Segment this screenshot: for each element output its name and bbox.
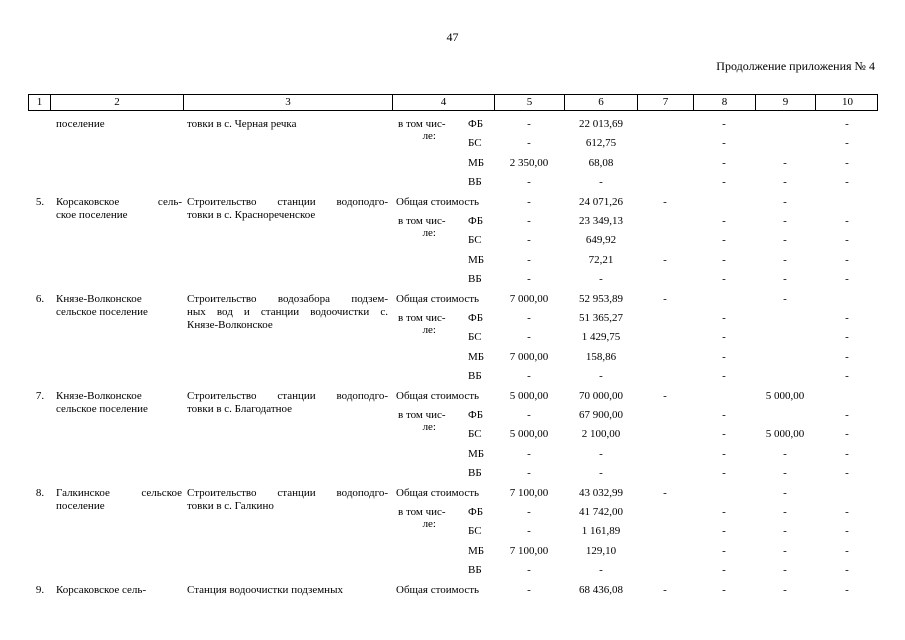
cell-c9: - [783,273,787,286]
funding-source: ФБ [468,506,484,518]
funding-source: ВБ [468,370,482,383]
funding-source: МБ [468,544,485,557]
cell-c9: - [783,253,787,266]
including-label: в том чис- [398,118,446,130]
cell-c10: - [845,350,849,363]
org-name: Князе-Волконское [56,292,142,305]
cell-c10: - [845,409,849,421]
funding-source: ФБ [468,409,484,421]
cell-c6: - [599,447,603,460]
funding-source: ВБ [468,176,482,189]
cell-c10: - [845,467,849,480]
cell-c5: - [527,215,531,227]
project-name: товки в с. Благодатное [187,402,293,415]
cell-c7: - [663,583,667,596]
funding-source: ФБ [468,312,484,324]
cell-c5: - [527,467,531,480]
cell-c8: - [722,370,726,383]
project-name: Строительство станции водоподго- [187,195,388,208]
project-name: Князе-Волконское [187,318,273,331]
cell-c5: - [527,331,531,344]
cell-c7: - [663,486,667,499]
cell-c8: - [722,234,726,247]
including-label: ле: [422,227,436,239]
header-col-7: 7 [638,95,694,110]
cell-c9: - [783,156,787,169]
cell-c9: - [783,447,787,460]
cell-c10: - [845,564,849,577]
cell-c5: - [527,137,531,150]
cell-c6: - [599,370,603,383]
cell-c9: - [783,583,787,596]
funding-source: МБ [468,156,485,169]
total-cost-label: Общая стоимость [396,583,480,596]
cell-c5: 5 000,00 [509,428,549,441]
including-label: ле: [422,421,436,433]
org-name: Галкинское сельское [56,486,182,499]
cell-c6: 52 953,89 [579,292,623,305]
org-name: Корсаковское сель- [56,583,147,596]
cell-c9: - [783,544,787,557]
org-name: ское поселение [56,208,128,221]
cell-c10: - [845,583,849,596]
row-number: 5. [35,195,45,208]
row-number: 8. [35,486,45,499]
cell-c8: - [722,215,726,227]
cell-c8: - [722,467,726,480]
including-label: ле: [422,518,436,530]
including-label: в том чис- [398,409,446,421]
page-number: 47 [446,30,459,44]
cell-c10: - [845,544,849,557]
project-name: Строительство водозабора подзем- [187,292,388,305]
project-name: товки в с. Галкино [187,499,274,512]
cell-c8: - [722,447,726,460]
cell-c9: - [783,525,787,538]
cell-c6: 41 742,00 [579,506,623,518]
cell-c8: - [722,331,726,344]
cell-c6: 649,92 [585,234,617,247]
cell-c6: - [599,273,603,286]
cell-c5: - [527,195,531,208]
cell-c6: 129,10 [585,544,617,557]
cell-c5: - [527,253,531,266]
cell-c9: 5 000,00 [765,428,805,441]
cell-c6: 2 100,00 [581,428,621,441]
cell-c6: 24 071,26 [579,195,623,208]
cell-c10: - [845,447,849,460]
cell-c5: - [527,447,531,460]
cell-c8: - [722,137,726,150]
cell-c10: - [845,273,849,286]
cell-c8: - [722,544,726,557]
header-col-3: 3 [184,95,393,110]
cell-c10: - [845,215,849,227]
cell-c6: - [599,467,603,480]
org-name: поселение [56,118,105,130]
funding-source: ВБ [468,273,482,286]
cell-c9: - [783,195,787,208]
org-name: Князе-Волконское [56,389,142,402]
cell-c6: 612,75 [585,137,617,150]
including-label: в том чис- [398,215,446,227]
cell-c5: 7 000,00 [509,350,549,363]
cell-c8: - [722,350,726,363]
cell-c6: 51 365,27 [579,312,623,324]
project-name: ных вод и станции водоочистки с. [187,305,388,318]
total-cost-label: Общая стоимость [396,292,480,305]
header-col-9: 9 [756,95,816,110]
cell-c10: - [845,234,849,247]
header-col-4: 4 [393,95,495,110]
funding-source: БС [468,234,482,247]
cell-c9: 5 000,00 [765,389,805,402]
funding-source: ФБ [468,118,484,130]
cell-c6: 43 032,99 [579,486,623,499]
cell-c7: - [663,253,667,266]
project-name: Строительство станции водоподго- [187,486,388,499]
cell-c5: - [527,273,531,286]
cell-c6: 68,08 [588,156,614,169]
cell-c10: - [845,331,849,344]
cell-c5: 7 100,00 [509,486,549,499]
total-cost-label: Общая стоимость [396,486,480,499]
project-name: Станция водоочистки подземных [187,583,343,596]
cell-c5: 5 000,00 [509,389,549,402]
funding-source: ВБ [468,564,482,577]
cell-c9: - [783,176,787,189]
cell-c5: - [527,176,531,189]
cell-c9: - [783,564,787,577]
cell-c5: - [527,312,531,324]
cell-c8: - [722,525,726,538]
table-header [28,94,878,111]
cell-c5: 2 350,00 [509,156,549,169]
cell-c8: - [722,564,726,577]
header-col-1: 1 [29,95,51,110]
funding-source: БС [468,525,482,538]
funding-source: ФБ [468,215,484,227]
cell-c10: - [845,253,849,266]
cell-c10: - [845,156,849,169]
cell-c9: - [783,234,787,247]
cell-c6: 68 436,08 [579,583,623,596]
header-col-6: 6 [565,95,638,110]
cell-c5: - [527,583,531,596]
cell-c10: - [845,525,849,538]
cell-c9: - [783,292,787,305]
cell-c8: - [722,273,726,286]
org-name: Корсаковское сель- [56,195,182,208]
cell-c5: - [527,506,531,518]
cell-c9: - [783,506,787,518]
cell-c8: - [722,409,726,421]
cell-c6: 22 013,69 [579,118,623,130]
cell-c8: - [722,312,726,324]
cell-c5: 7 100,00 [509,544,549,557]
project-name: товки в с. Черная речка [187,118,297,130]
cell-c6: - [599,176,603,189]
cell-c10: - [845,312,849,324]
funding-source: БС [468,428,482,441]
funding-source: БС [468,137,482,150]
cell-c9: - [783,486,787,499]
continuation-label: Продолжение приложения № 4 [716,59,875,73]
cell-c8: - [722,156,726,169]
cell-c10: - [845,428,849,441]
cell-c6: 1 161,89 [581,525,621,538]
funding-source: БС [468,331,482,344]
cell-c5: 7 000,00 [509,292,549,305]
total-cost-label: Общая стоимость [396,195,480,208]
cell-c10: - [845,137,849,150]
header-col-10: 10 [842,96,853,108]
cell-c10: - [845,506,849,518]
row-number: 7. [35,389,45,402]
header-col-2: 2 [51,95,184,110]
cell-c7: - [663,292,667,305]
cell-c5: - [527,118,531,130]
cell-c10: - [845,370,849,383]
org-name: поселение [56,499,105,512]
cell-c9: - [783,467,787,480]
cell-c5: - [527,409,531,421]
cell-c7: - [663,389,667,402]
cell-c7: - [663,195,667,208]
cell-c6: 158,86 [585,350,617,363]
cell-c9: - [783,215,787,227]
cell-c6: 70 000,00 [579,389,623,402]
cell-c6: 67 900,00 [579,409,623,421]
cell-c10: - [845,176,849,189]
cell-c5: - [527,564,531,577]
cell-c8: - [722,253,726,266]
cell-c8: - [722,176,726,189]
cell-c10: - [845,118,849,130]
header-col-5: 5 [495,95,565,110]
row-number: 9. [35,583,45,596]
cell-c5: - [527,234,531,247]
cell-c8: - [722,583,726,596]
funding-source: МБ [468,447,485,460]
cell-c6: 23 349,13 [579,215,623,227]
header-col-8: 8 [694,95,756,110]
row-number: 6. [35,292,45,305]
org-name: сельское поселение [56,305,148,318]
funding-source: МБ [468,350,485,363]
cell-c6: 72,21 [588,253,614,266]
cell-c8: - [722,118,726,130]
cell-c6: 1 429,75 [581,331,621,344]
cell-c5: - [527,370,531,383]
funding-source: МБ [468,253,485,266]
cell-c5: - [527,525,531,538]
total-cost-label: Общая стоимость [396,389,480,402]
including-label: ле: [422,324,436,336]
project-name: Строительство станции водоподго- [187,389,388,402]
cell-c8: - [722,428,726,441]
project-name: товки в с. Краснореченское [187,208,316,221]
cell-c8: - [722,506,726,518]
cell-c6: - [599,564,603,577]
including-label: ле: [422,130,436,142]
org-name: сельское поселение [56,402,148,415]
funding-source: ВБ [468,467,482,480]
including-label: в том чис- [398,312,446,324]
including-label: в том чис- [398,506,446,518]
